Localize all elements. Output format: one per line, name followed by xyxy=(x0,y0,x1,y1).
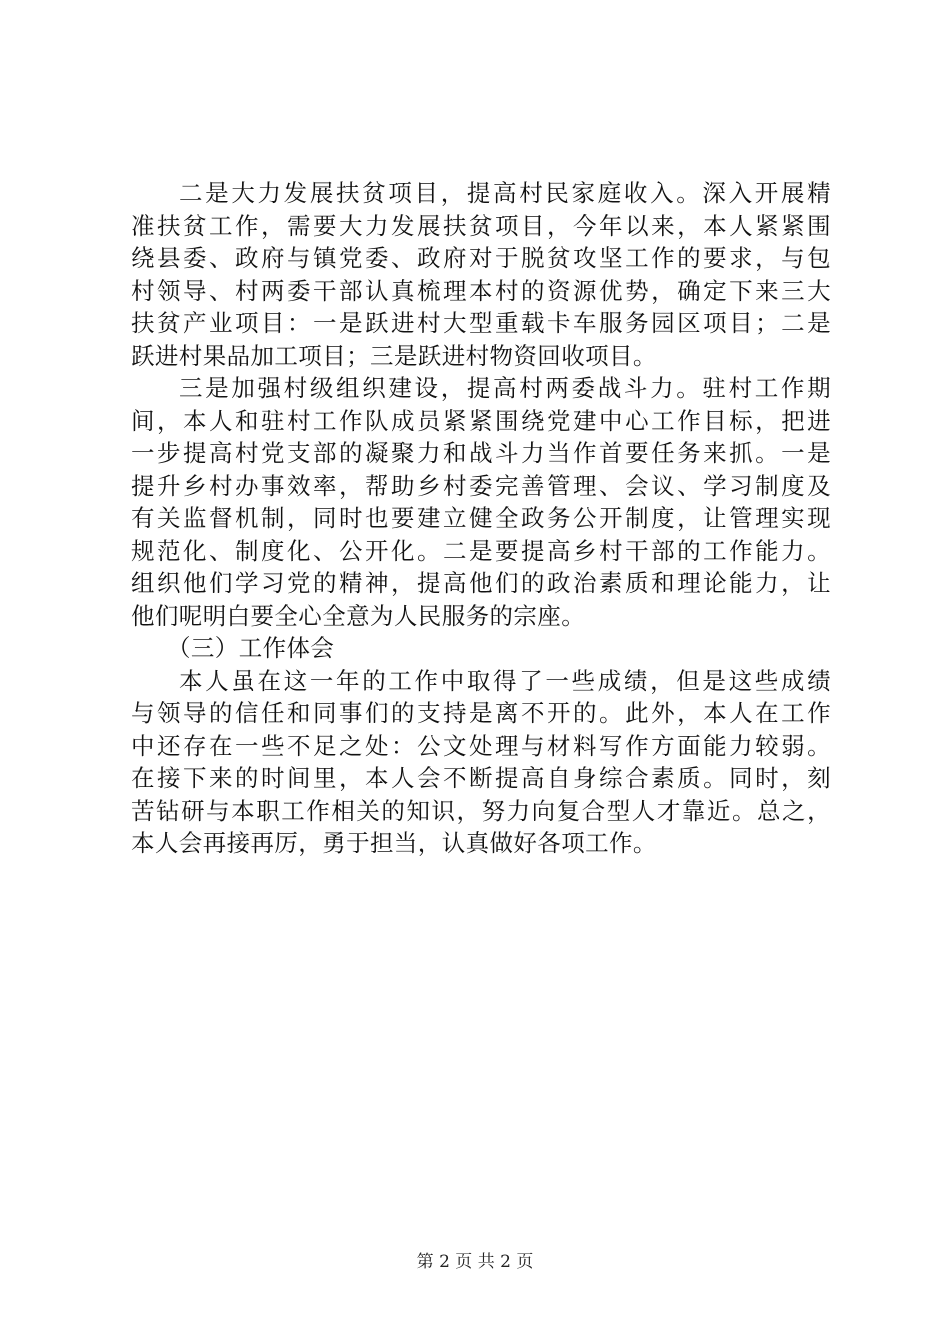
paragraph-2-line-1: 三是加强村级组织建设，提高村两委战斗力。驻村工作期 xyxy=(179,374,831,402)
paragraph-2-line-5: 有关监督机制，同时也要建立健全政务公开制度，让管理实现 xyxy=(131,504,831,532)
document-body xyxy=(131,177,831,860)
paragraph-1-line-3: 绕县委、政府与镇党委、政府对于脱贫攻坚工作的要求，与包 xyxy=(131,244,831,272)
paragraph-2-line-3: 一步提高村党支部的凝聚力和战斗力当作首要任务来抓。一是 xyxy=(131,439,831,467)
paragraph-3-line-2: 与领导的信任和同事们的支持是离不开的。此外，本人在工作 xyxy=(131,699,831,727)
section-heading: （三）工作体会 xyxy=(167,634,335,662)
paragraph-2-line-6: 规范化、制度化、公开化。二是要提高乡村干部的工作能力。 xyxy=(131,536,831,565)
paragraph-2-line-2: 间，本人和驻村工作队成员紧紧围绕党建中心工作目标，把进 xyxy=(131,406,831,435)
paragraph-1-line-6: 跃进村果品加工项目；三是跃进村物资回收项目。 xyxy=(131,341,657,370)
paragraph-1-line-1: 二是大力发展扶贫项目，提高村民家庭收入。深入开展精 xyxy=(179,179,831,207)
paragraph-2-line-8: 他们呢明白要全心全意为人民服务的宗座。 xyxy=(131,601,586,630)
paragraph-2-line-7: 组织他们学习党的精神，提高他们的政治素质和理论能力，让 xyxy=(131,569,831,597)
page-number-footer: 第 2 页 共 2 页 xyxy=(416,1252,534,1272)
paragraph-3-line-4: 在接下来的时间里，本人会不断提高自身综合素质。同时，刻 xyxy=(131,764,831,792)
paragraph-3-line-3: 中还存在一些不足之处：公文处理与材料写作方面能力较弱。 xyxy=(131,731,831,760)
paragraph-3-line-6: 本人会再接再厉，勇于担当，认真做好各项工作。 xyxy=(131,829,657,857)
paragraph-3-line-5: 苦钻研与本职工作相关的知识，努力向复合型人才靠近。总之， xyxy=(131,796,831,825)
paragraph-3-line-1: 本人虽在这一年的工作中取得了一些成绩，但是这些成绩 xyxy=(179,666,831,695)
paragraph-2-line-4: 提升乡村办事效率，帮助乡村委完善管理、会议、学习制度及 xyxy=(131,471,831,500)
paragraph-1-line-5: 扶贫产业项目：一是跃进村大型重载卡车服务园区项目；二是 xyxy=(131,309,831,337)
paragraph-1-line-4: 村领导、村两委干部认真梳理本村的资源优势，确定下来三大 xyxy=(131,276,831,305)
paragraph-1-line-2: 准扶贫工作，需要大力发展扶贫项目，今年以来，本人紧紧围 xyxy=(131,211,831,240)
